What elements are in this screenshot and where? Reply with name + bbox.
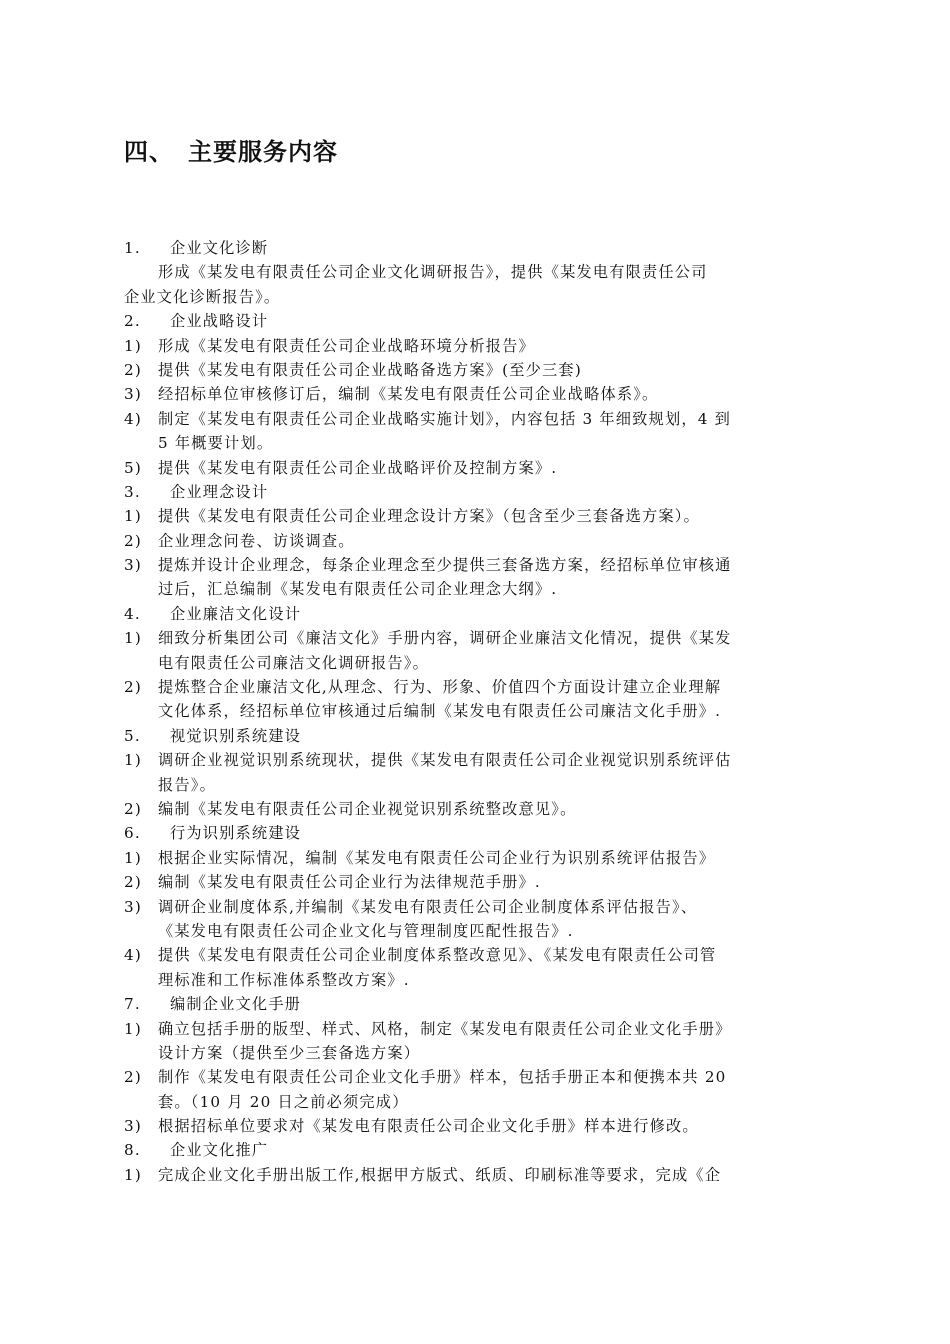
section-heading-line (124, 480, 834, 504)
list-item-continuation: 设计方案（提供至少三套备选方案） (158, 1043, 421, 1062)
paragraph-line: 形成《某发电有限责任公司企业文化调研报告》，提供《某发电有限责任公司 (158, 263, 708, 282)
list-item-number: 2) (124, 1068, 142, 1087)
section-heading-number: 四、 (124, 138, 174, 166)
section-number: 1. (124, 239, 141, 257)
list-item-text: 制定《某发电有限责任公司企业战略实施计划》，内容包括 3 年细致规划，4 到 (158, 409, 731, 428)
list-item-text: 提供《某发电有限责任公司企业战略评价及控制方案》. (158, 458, 558, 477)
list-item-text: 制作《某发电有限责任公司企业文化手册》样本，包括手册正本和便携本共 20 (158, 1068, 727, 1087)
section-heading-line (124, 821, 834, 845)
list-item-number: 1) (124, 336, 142, 355)
list-item-continuation: 理标准和工作标准体系整改方案》. (158, 970, 410, 989)
section-heading-line (124, 309, 834, 333)
list-item-number: 1) (124, 1019, 142, 1038)
list-item (124, 1163, 834, 1187)
list-item-number: 4) (124, 946, 142, 965)
list-item-continuation: 5 年概要计划。 (158, 434, 274, 453)
section-title: 视觉识别系统建设 (170, 726, 302, 745)
section-heading-line (124, 992, 834, 1016)
section-number: 6. (124, 824, 141, 843)
list-item-continuation: 文化体系，经招标单位审核通过后编制《某发电有限责任公司廉洁文化手册》. (158, 702, 722, 721)
list-item-continuation: 电有限责任公司廉洁文化调研报告》。 (158, 653, 429, 672)
list-item-text: 经招标单位审核修订后，编制《某发电有限责任公司企业战略体系》。 (158, 385, 659, 404)
section-title: 行为识别系统建设 (170, 824, 302, 843)
list-item (124, 529, 834, 553)
list-item-number: 1) (124, 751, 142, 770)
list-item (124, 797, 834, 821)
section-heading-line (124, 602, 834, 626)
list-item-text: 提炼并设计企业理念，每条企业理念至少提供三套备选方案，经招标单位审核通 (158, 556, 732, 575)
section-number: 7. (124, 995, 141, 1014)
list-item (124, 553, 834, 577)
list-item-number: 3) (124, 556, 142, 575)
list-item-number: 2) (124, 678, 142, 697)
list-item (124, 407, 834, 431)
list-item-number: 2) (124, 873, 142, 892)
section-title: 编制企业文化手册 (170, 995, 302, 1014)
list-item-number: 5) (124, 458, 142, 477)
list-item-text: 编制《某发电有限责任公司企业行为法律规范手册》. (158, 873, 541, 892)
section-number: 8. (124, 1141, 141, 1160)
list-item-number: 1) (124, 507, 142, 526)
section-number: 5. (124, 726, 141, 745)
list-item-text: 提供《某发电有限责任公司企业战略备选方案》(至少三套) (158, 360, 582, 379)
section-heading-line (124, 1138, 834, 1162)
list-item-number: 3) (124, 897, 142, 916)
list-item-number: 4) (124, 409, 142, 428)
list-item-number: 2) (124, 531, 142, 550)
list-item-text: 提炼整合企业廉洁文化,从理念、行为、形象、价值四个方面设计建立企业理解 (158, 678, 722, 697)
section-title: 企业文化推广 (170, 1141, 269, 1160)
section-heading-line (124, 724, 834, 748)
list-item-number: 2) (124, 360, 142, 379)
list-item (124, 1065, 834, 1089)
list-item-continuation: 套。（10 月 20 日之前必须完成） (158, 1092, 409, 1111)
list-item (124, 748, 834, 772)
list-item-text: 提供《某发电有限责任公司企业理念设计方案》（包含至少三套备选方案）。 (158, 507, 700, 526)
list-item (124, 846, 834, 870)
list-item (124, 895, 834, 919)
list-item (124, 1017, 834, 1041)
list-item (124, 1114, 834, 1138)
list-item-text: 调研企业制度体系,并编制《某发电有限责任公司企业制度体系评估报告》、 (158, 897, 698, 916)
list-item-text: 编制《某发电有限责任公司企业视觉识别系统整改意见》。 (158, 799, 577, 818)
list-item-number: 2) (124, 799, 142, 818)
section-heading-title: 主要服务内容 (188, 138, 338, 166)
list-item-number: 1) (124, 848, 142, 867)
section-title: 企业文化诊断 (170, 239, 269, 257)
list-item-text: 根据招标单位要求对《某发电有限责任公司企业文化手册》样本进行修改。 (158, 1117, 699, 1136)
list-item-text: 确立包括手册的版型、样式、风格，制定《某发电有限责任公司企业文化手册》 (158, 1019, 732, 1038)
list-item-text: 细致分析集团公司《廉洁文化》手册内容，调研企业廉洁文化情况，提供《某发 (158, 629, 732, 648)
list-item-number: 3) (124, 1117, 142, 1136)
section-number: 3. (124, 482, 141, 501)
list-item (124, 334, 834, 358)
list-item-number: 1) (124, 1165, 142, 1184)
list-item-text: 调研企业视觉识别系统现状，提供《某发电有限责任公司企业视觉识别系统评估 (158, 751, 732, 770)
list-item-continuation: 过后，汇总编制《某发电有限责任公司企业理念大纲》. (158, 580, 558, 599)
paragraph-line: 企业文化诊断报告》。 (124, 287, 281, 306)
list-item-number: 3) (124, 385, 142, 404)
section-number: 2. (124, 312, 141, 331)
section-title: 企业理念设计 (170, 482, 269, 501)
list-item-continuation: 《某发电有限责任公司企业文化与管理制度匹配性报告》. (158, 921, 574, 940)
list-item-text: 根据企业实际情况，编制《某发电有限责任公司企业行为识别系统评估报告》 (158, 848, 716, 867)
list-item-text: 提供《某发电有限责任公司企业制度体系整改意见》、《某发电有限责任公司管 (158, 946, 717, 965)
list-item (124, 675, 834, 699)
section-number: 4. (124, 604, 141, 623)
list-item (124, 943, 834, 967)
list-item (124, 870, 834, 894)
list-item (124, 358, 834, 382)
list-item-number: 1) (124, 629, 142, 648)
section-heading (124, 132, 338, 167)
list-item (124, 504, 834, 528)
list-item-text: 企业理念问卷、访谈调查。 (158, 531, 355, 550)
list-item (124, 382, 834, 406)
section-title: 企业廉洁文化设计 (170, 604, 302, 623)
section-heading-line (124, 236, 834, 260)
section-title: 企业战略设计 (170, 312, 269, 331)
list-item (124, 626, 834, 650)
document-body (124, 236, 834, 1187)
list-item-text: 完成企业文化手册出版工作,根据甲方版式、纸质、印刷标准等要求，完成《企 (158, 1165, 722, 1184)
list-item (124, 456, 834, 480)
list-item-text: 形成《某发电有限责任公司企业战略环境分析报告》 (158, 336, 535, 355)
list-item-continuation: 报告》。 (158, 775, 216, 794)
